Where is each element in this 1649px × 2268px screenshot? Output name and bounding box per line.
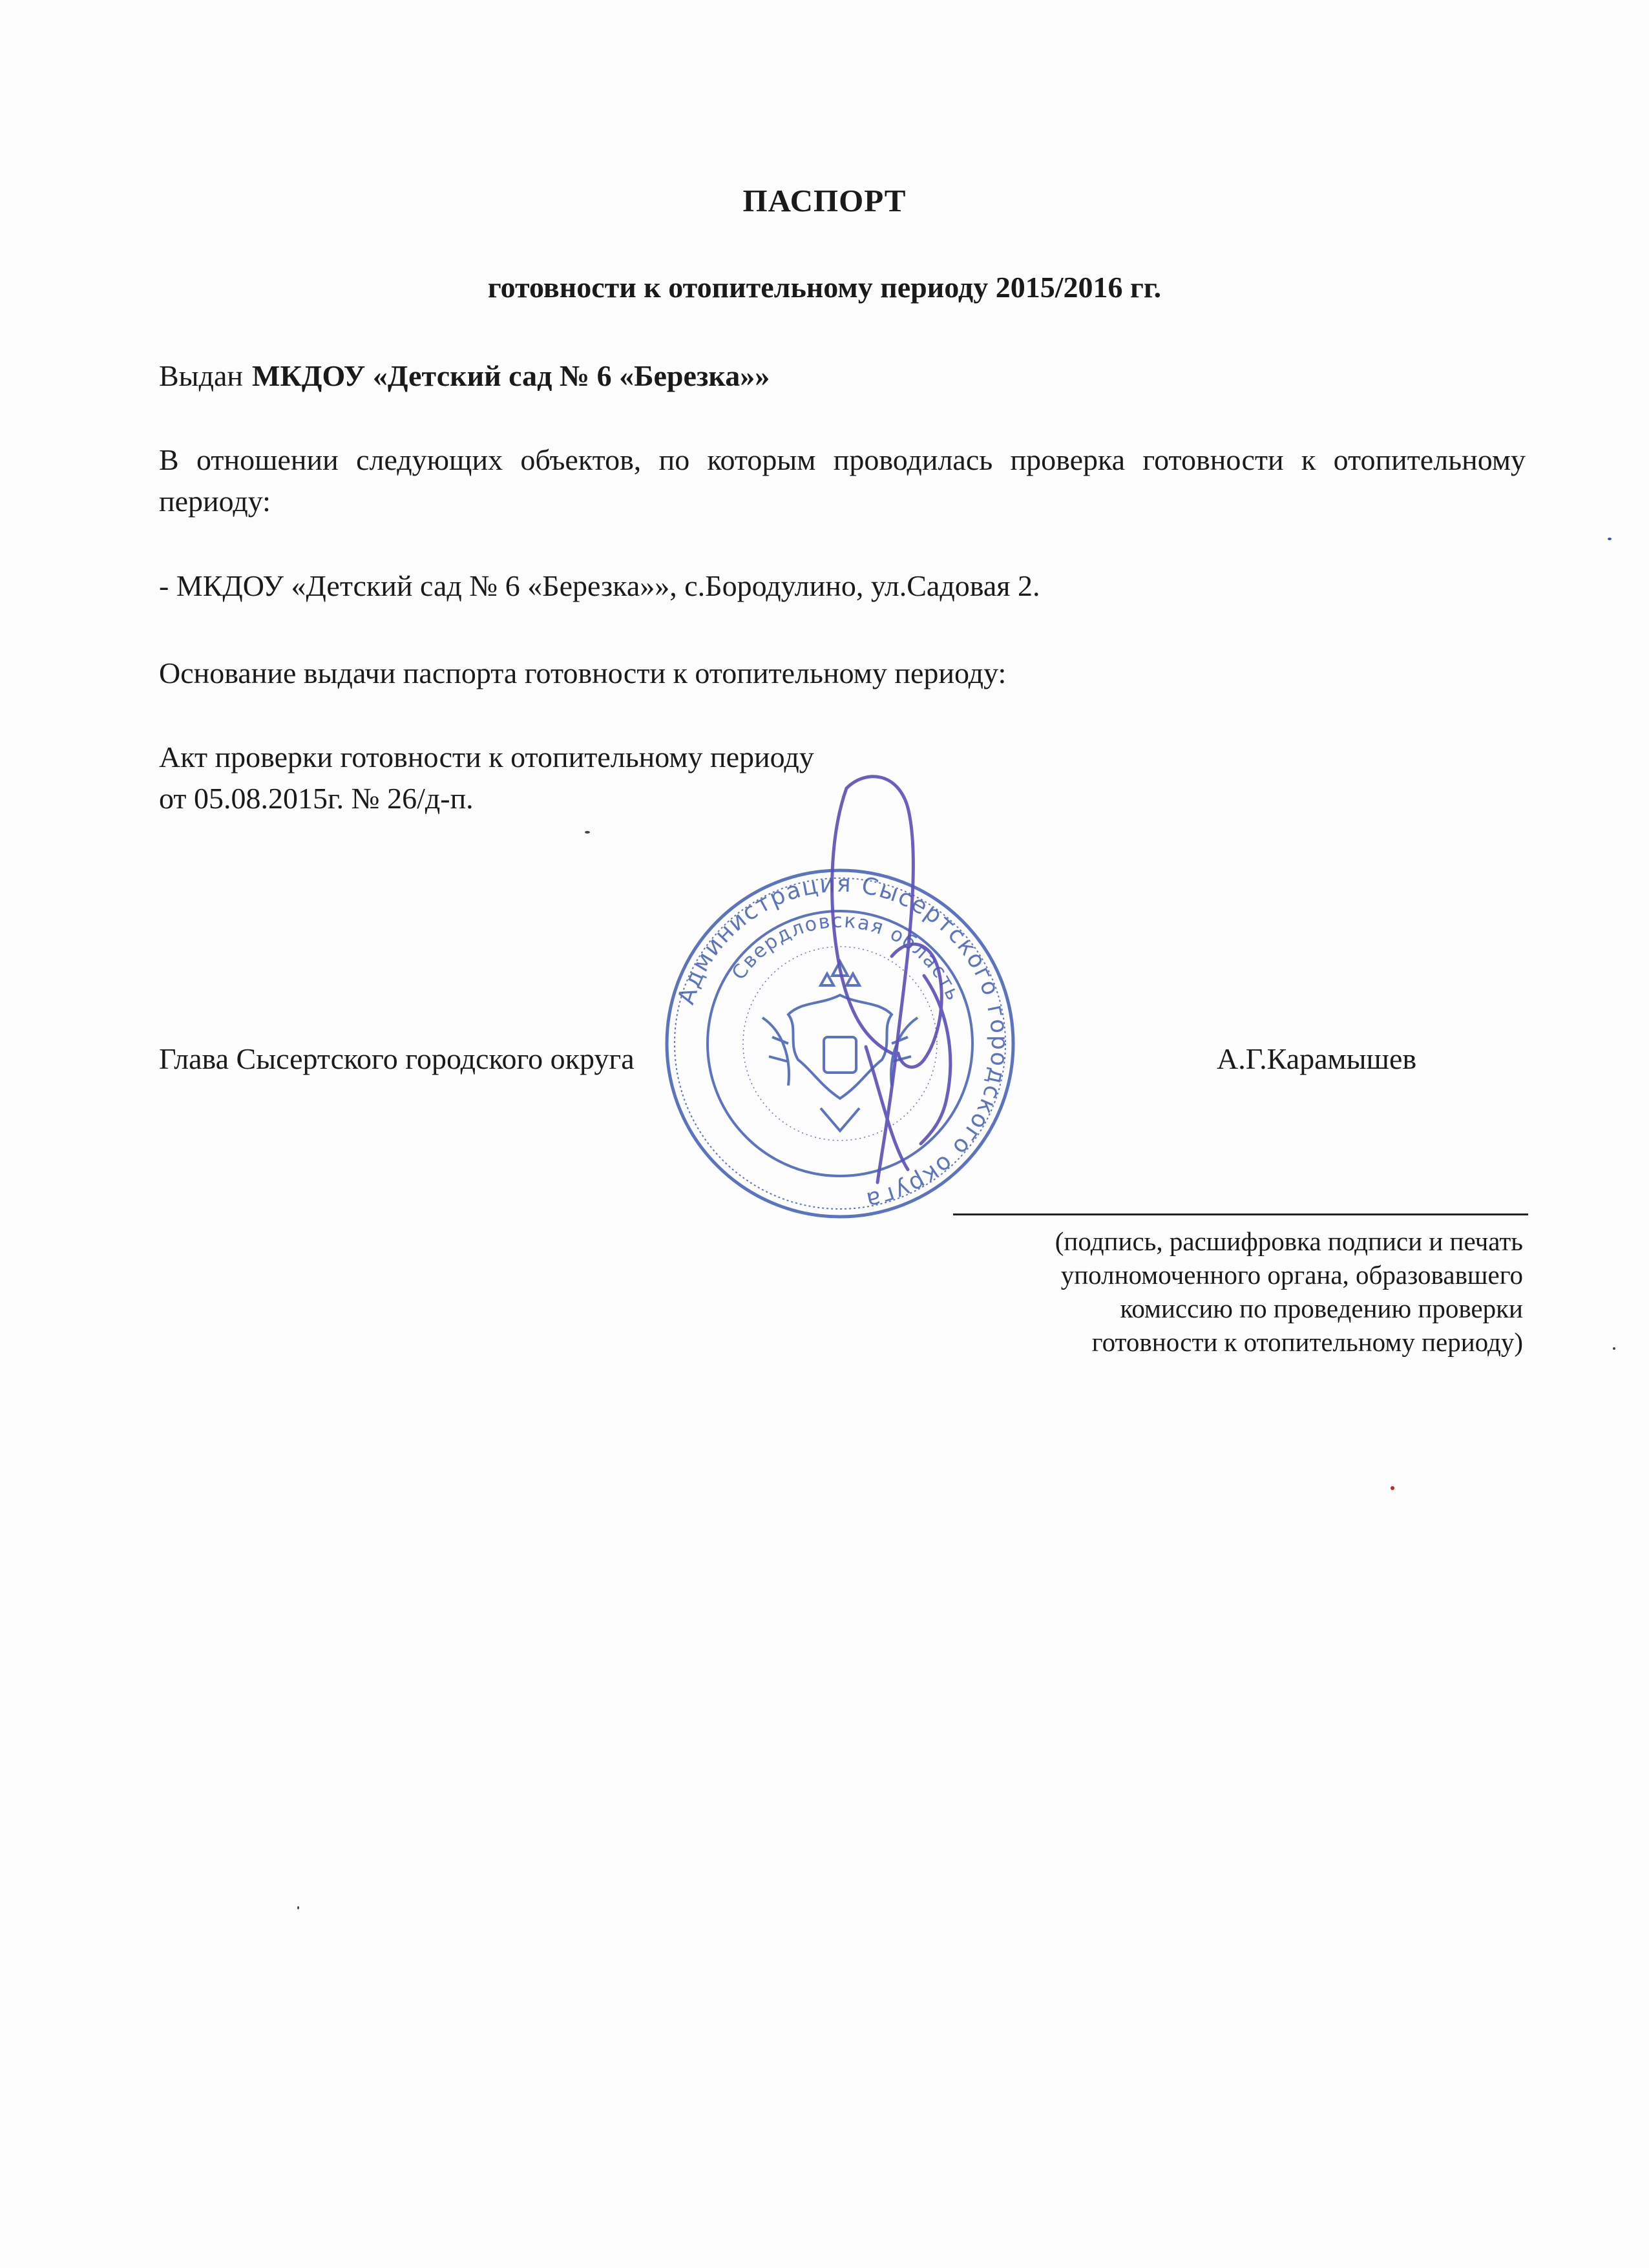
issued-organization: МКДОУ «Детский сад № 6 «Березка»»: [252, 359, 770, 392]
basis-paragraph: Основание выдачи паспорта готовности к отопительному периоду:: [159, 656, 1007, 689]
caption-line-4: готовности к отопительному периоду): [1091, 1327, 1523, 1357]
signature-line: [953, 1213, 1528, 1215]
document-title: ПАСПОРТ: [742, 183, 907, 218]
caption-line-2: уполномоченного органа, образовавшего: [1060, 1260, 1523, 1290]
stamp-outer-text: Администрация Сысертского городского округа: [673, 870, 1013, 1214]
scan-speck: [1613, 1347, 1615, 1350]
object-list-item: - МКДОУ «Детский сад № 6 «Березка»», с.Бородулино, ул.Садовая 2.: [159, 569, 1040, 602]
signature-caption: [941, 1224, 1523, 1359]
official-position: Глава Сысертского городского округа: [159, 1042, 635, 1075]
stamp-inner-text: Свердловская область: [727, 909, 965, 1005]
issued-label: Выдан: [159, 359, 244, 392]
handwritten-signature: [769, 762, 1027, 1202]
official-name: А.Г.Карамышев: [1217, 1042, 1417, 1075]
issued-to-line: [159, 355, 1526, 397]
caption-line-3: комиссию по проведению проверки: [1120, 1294, 1523, 1323]
scan-speck: [1608, 538, 1612, 540]
objects-intro-paragraph: В отношении следующих объектов, по которым проводилась проверка готовности к отопительному периоду:: [159, 443, 1526, 518]
act-line-2: от 05.08.2015г. № 26/д-п.: [159, 782, 474, 815]
scan-speck: [297, 1906, 299, 1909]
scan-speck: [585, 831, 590, 834]
document-subtitle: готовности к отопительному периоду 2015/2016 гг.: [487, 271, 1162, 304]
caption-line-1: (подпись, расшифровка подписи и печать: [1055, 1226, 1523, 1256]
act-line-1: Акт проверки готовности к отопительному периоду: [159, 740, 814, 773]
scan-speck: [1391, 1486, 1394, 1490]
